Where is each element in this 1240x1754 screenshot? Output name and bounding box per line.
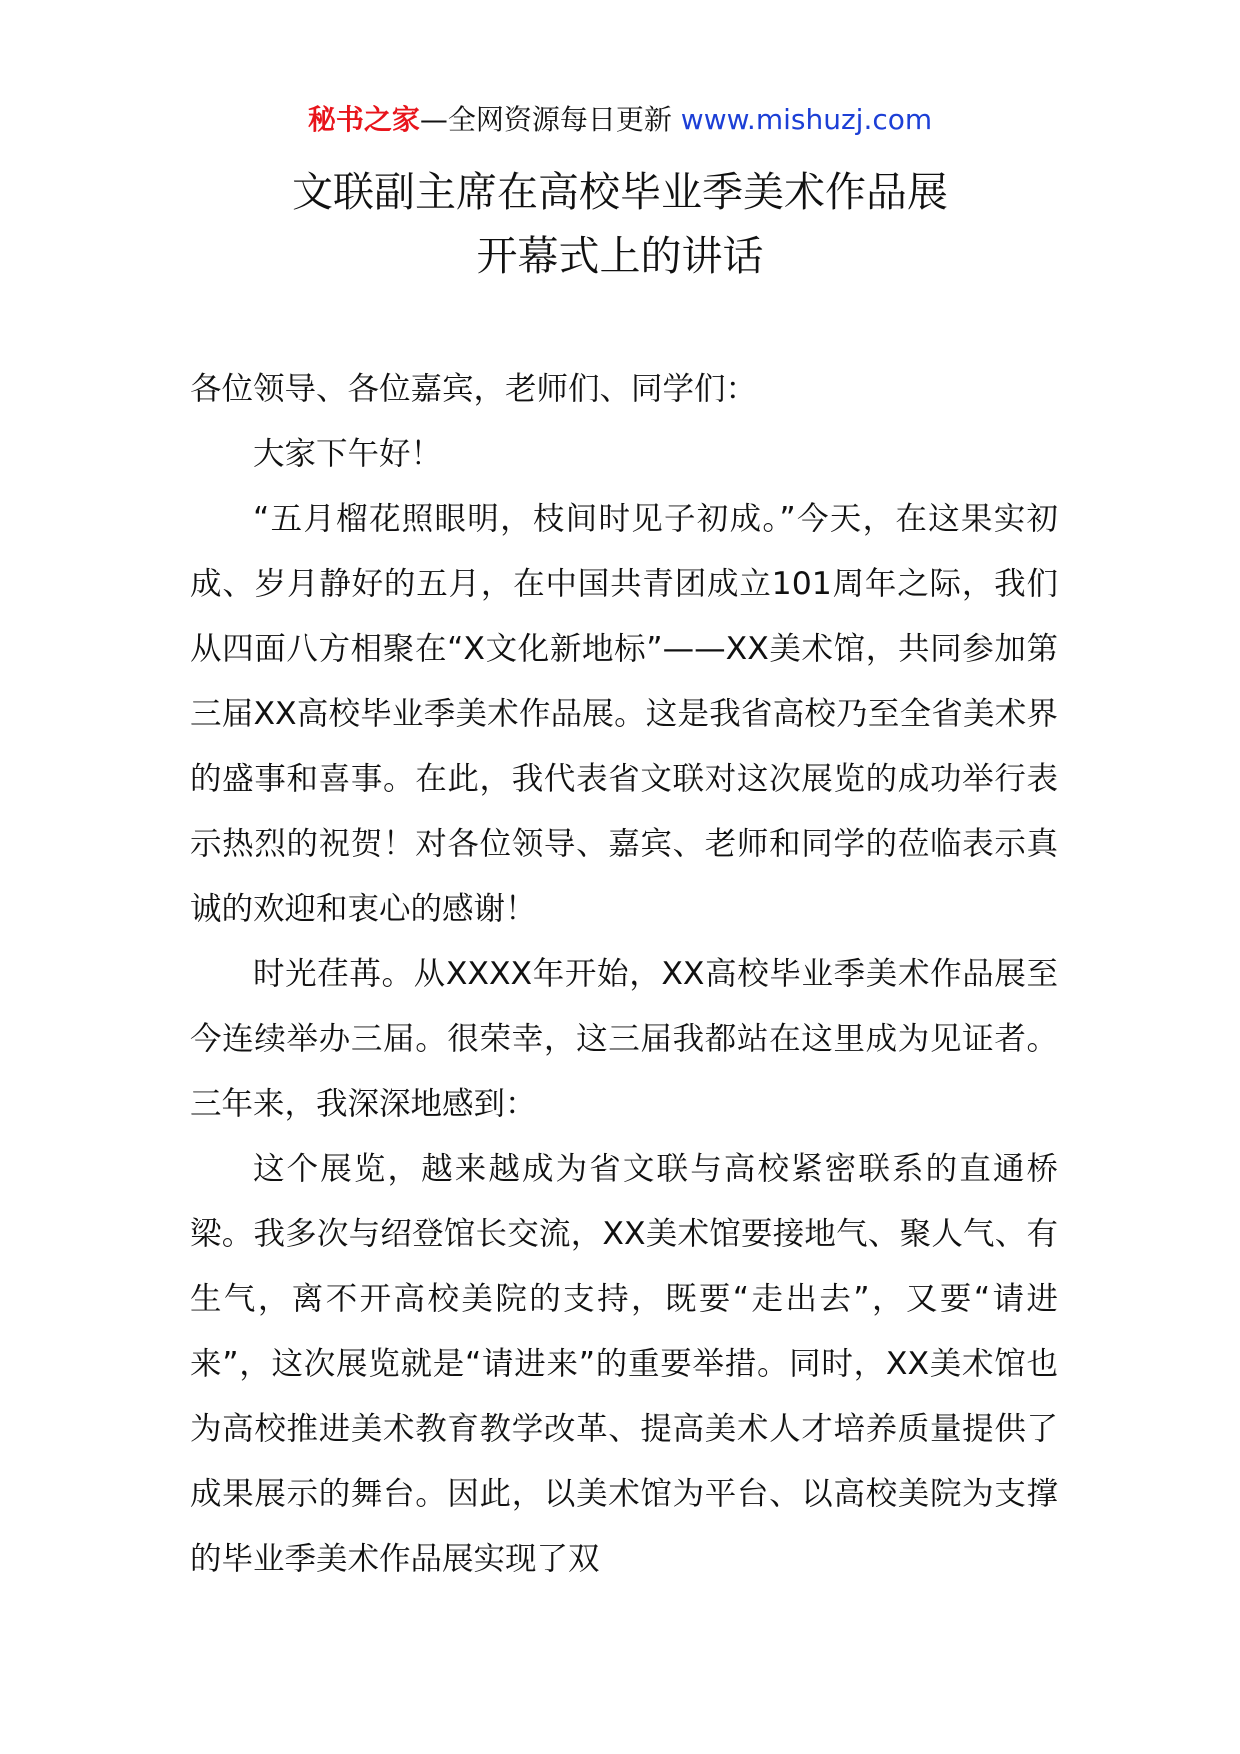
- paragraph: “五月榴花照眼明，枝间时见子初成。”今天，在这果实初成、岁月静好的五月，在中国共青团成立101周年之际，我们从四面八方相聚在“X文化新地标”——XX美术馆，共同参加第三届XX高校毕业季美术作品展。这是我省高校乃至全省美术界的盛事和喜事。在此，我代表省文联对这次展览的成功举行表示热烈的祝贺！对各位领导、嘉宾、老师和同学的莅临表示真诚的欢迎和衷心的感谢！: [190, 501, 1058, 927]
- paragraph-greeting: 大家下午好！: [253, 436, 443, 472]
- site-header: [0, 100, 1240, 140]
- document-title: [0, 160, 1240, 288]
- site-slogan: —全网资源每日更新: [419, 103, 672, 136]
- title-line-2: 开幕式上的讲话: [476, 232, 764, 280]
- site-brand: 秘书之家: [307, 103, 420, 136]
- document-body: [190, 357, 1058, 1592]
- salutation: 各位领导、各位嘉宾，老师们、同学们：: [190, 371, 758, 407]
- title-line-1: 文联副主席在高校毕业季美术作品展: [292, 168, 948, 216]
- paragraph: 时光荏苒。从XXXX年开始，XX高校毕业季美术作品展至今连续举办三届。很荣幸，这三届我都站在这里成为见证者。三年来，我深深地感到：: [190, 956, 1058, 1122]
- site-url-link[interactable]: www.mishuzj.com: [680, 103, 933, 136]
- paragraph: 这个展览，越来越成为省文联与高校紧密联系的直通桥梁。我多次与绍登馆长交流，XX美术馆要接地气、聚人气、有生气，离不开高校美院的支持，既要“走出去”，又要“请进来”，这次展览就是“请进来”的重要举措。同时，XX美术馆也为高校推进美术教育教学改革、提高美术人才培养质量提供了成果展示的舞台。因此，以美术馆为平台、以高校美院为支撑的毕业季美术作品展实现了双: [190, 1151, 1058, 1577]
